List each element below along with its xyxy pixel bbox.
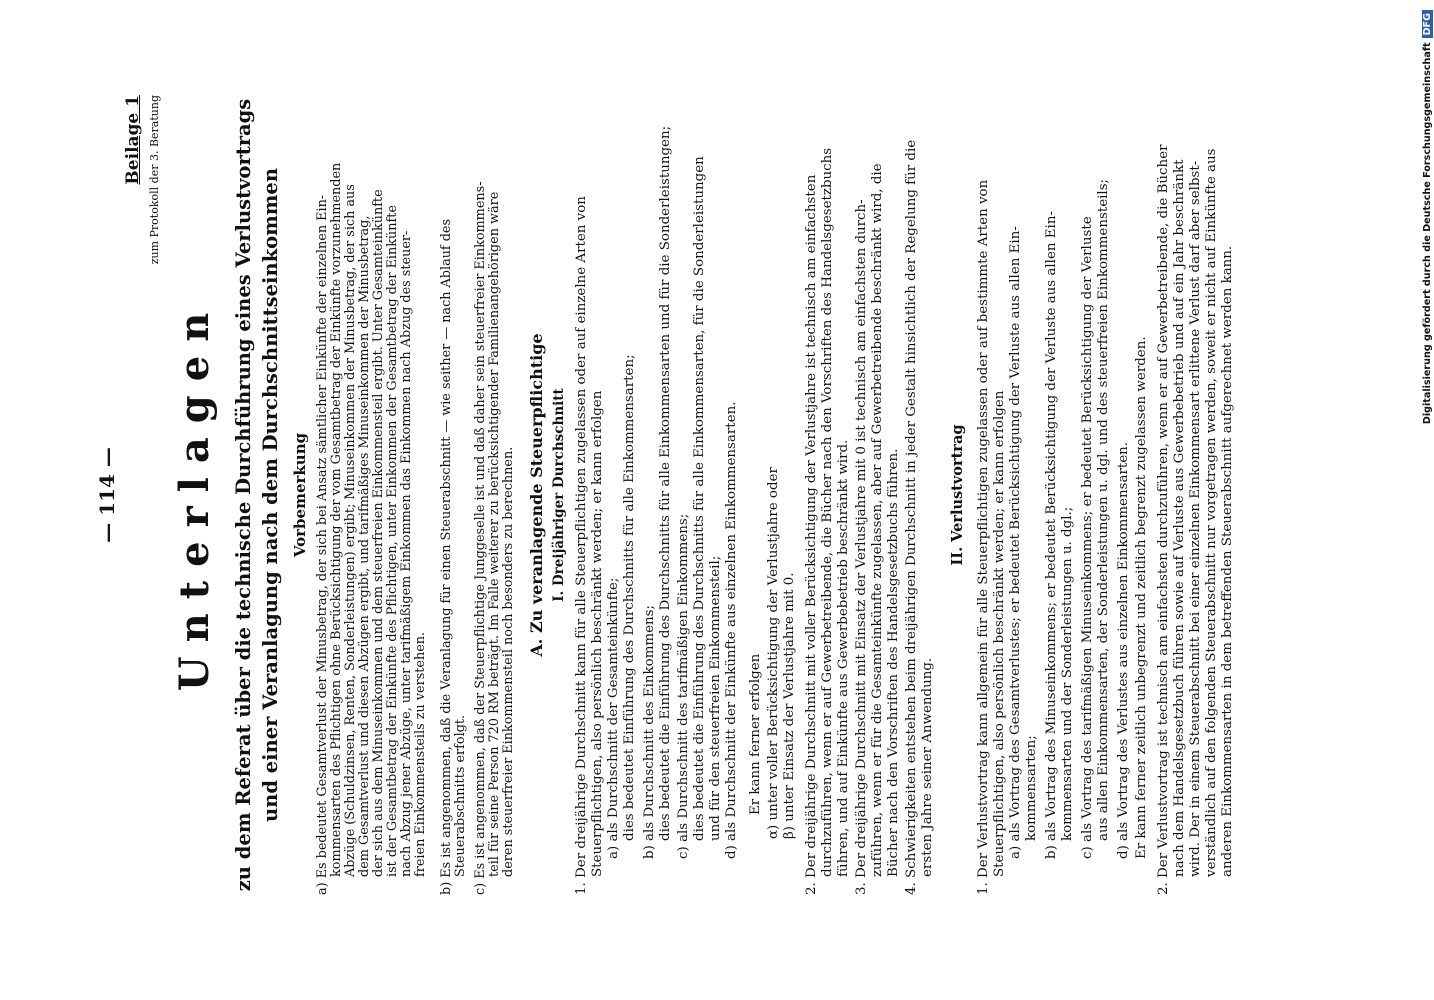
text-line: d) als Durchschnitt der Einkünfte aus einzelnen Einkommensarten.	[724, 401, 739, 859]
text-line: Steuerpflichtigen, also persönlich beschränkt werden; er kann erfolgen	[590, 390, 605, 877]
text-line: freien Einkommensteils zu verstehen.	[413, 631, 428, 877]
text-line: b) Es ist angenommen, daß die Veranlagung für einen Steuerabschnitt — wie seither — nach Ablauf des	[439, 218, 454, 895]
text-line: 4. Schwierigkeiten entstehen beim dreijährigen Durchschnitt in jeder Gestalt hinsichtlich der Regelung für die	[904, 139, 919, 895]
text-line: Abzüge (Schuldzinsen, Renten, Sonderleistungen) ergibt; Minuseinkommen der Minusbetrag, der sich aus	[343, 184, 358, 877]
text-line: c) als Durchschnitt des tarifmäßigen Einkommens;	[676, 513, 691, 859]
text-line: 2. Der dreijährige Durchschnitt mit voller Berücksichtigung der Verlustjahre ist technisch am einfachsten	[804, 174, 819, 895]
text-line: b) als Vortrag des Minuseinkommens; er bedeutet Berücksichtigung der Verluste aus allen Ein-	[1044, 211, 1059, 859]
section-a-subheading: I. Dreijähriger Durchschnitt	[551, 388, 567, 602]
text-line: Steuerpflichtigen, also persönlich beschränkt werden; er kann erfolgen	[992, 390, 1007, 877]
text-line: dem Gesamtverlust und diesen Abzügen ergibt, und tarifmäßiges Minuseinkommen der Minusbetrag,	[357, 215, 372, 877]
text-line: c) als Vortrag des tarifmäßigen Minuseinkommens; er bedeutet Berücksichtigung der Verluste	[1080, 216, 1095, 859]
text-line: teil für seine Person 720 RM beträgt. Im Falle weiterer zu berücksichtigender Familienangehörigen wäre	[487, 191, 502, 877]
text-line: nach dem Handelsgesetzbuch führen sowie auf Verluste aus Gewerbebetrieb und auf ein Jahr beschränkt	[1172, 159, 1187, 877]
text-line: 1. Der Verlustvortrag kann allgemein für alle Steuerpflichtigen zugelassen oder auf bestimmte Arten von	[976, 179, 991, 895]
text-line: dies bedeutet Einführung des Durchschnitts für alle Einkommensarten;	[622, 354, 637, 841]
text-line: deren steuerfreier Einkommensteil noch besonders zu berechnen.	[501, 446, 516, 877]
text-line: dies bedeutet die Einführung des Durchschnitts für alle Einkommensarten und für die Sonderleistungen;	[658, 125, 673, 841]
text-line: kommensarten;	[1024, 735, 1039, 841]
text-line: ist der Gesamtbetrag der Einkünfte des Pflichtigen, unter Einkommen der Gesamtbetrag der Einkünfte	[385, 205, 400, 877]
text-line: 2. Der Verlustvortrag ist technisch am einfachsten durchzuführen, wenn er auf Gewerbetreibende, die Bücher	[1156, 144, 1171, 895]
text-line: d) als Vortrag des Verlustes aus einzelnen Einkommensarten.	[1116, 441, 1131, 859]
text-line: kommensarten und der Sonderleistungen u. dgl.;	[1060, 506, 1075, 841]
text-line: und für den steuerfreien Einkommensteil;	[708, 555, 723, 841]
text-line: verständlich auf den folgenden Steuerabschnitt nur vorgetragen werden, soweit er nicht auf Einkünfte aus	[1204, 148, 1219, 877]
text-line: a) als Vortrag des Gesamtverlustes; er bedeutet Berücksichtigung der Verluste aus allen Ein-	[1008, 226, 1023, 859]
subtitle-line-1: zu dem Referat über die technische Durchführung eines Verlustvortrags	[232, 98, 255, 892]
text-line: der sich aus dem Minuseinkommen und dem steuerfreien Einkommensteil ergibt. Unter Gesamteinkünfte	[371, 189, 386, 877]
text-line: nach Abzug jener Abzüge, unter tarifmäßigem Einkommen das Einkommen nach Abzug des steuer-	[399, 230, 414, 877]
text-line: Er kann ferner erfolgen	[748, 653, 763, 815]
text-line: β) unter Einsatz der Verlustjahre mit 0.	[782, 572, 797, 839]
section-b-heading: II. Verlustvortrag	[949, 424, 966, 566]
text-line: dies bedeutet die Einführung des Durchschnitts für alle Einkommensarten, für die Sonderleistungen	[692, 156, 707, 841]
text-line: Er kann ferner zeitlich unbegrenzt und zeitlich begrenzt zugelassen werden.	[1134, 336, 1149, 859]
text-line: Steuerabschnitts erfolgt.	[453, 714, 468, 877]
digitization-note-strip	[1422, 10, 1434, 990]
text-line: zuführen, wenn er für die Gesamteinkünfte zugelassen, aber auf Gewerbetreibende beschränkt wird, die	[870, 163, 885, 877]
text-line: führen, und auf Einkünfte aus Gewerbebetrieb beschränkt wird.	[836, 439, 851, 877]
text-line: c) Es ist angenommen, daß der Steuerpflichtige Junggeselle ist und daß daher sein steuerfreier Einkommens-	[473, 181, 488, 895]
text-line: kommensarten des Pflichtigen ohne Berücksichtigung der vom Gesamtbetrag der Einkünfte vorzunehmenden	[329, 162, 344, 877]
text-line: 1. Der dreijährige Durchschnitt kann für alle Steuerpflichtigen zugelassen oder auf einzelne Arten von	[574, 196, 589, 895]
preliminary-heading: Vorbemerkung	[291, 432, 309, 558]
text-line: a) als Durchschnitt der Gesamteinkünfte;	[606, 577, 621, 859]
text-line: ersten Jahre seiner Anwendung.	[920, 657, 935, 877]
text-line: durchzuführen, wenn er auf Gewerbetreibende, die Bücher nach den Vorschriften des Handelsgesetzbuchs	[820, 147, 835, 877]
text-line: α) unter voller Berücksichtigung der Verlustjahre oder	[766, 467, 781, 839]
page-number: — 114 —	[95, 447, 119, 543]
rotated-document-page	[97, 95, 1277, 895]
text-line: 3. Der dreijährige Durchschnitt mit Einsatz der Verlustjahre mit 0 ist technisch am einfachsten durch-	[854, 199, 869, 895]
text-line: a) Es bedeutet Gesamtverlust der Minusbetrag, der sich bei Ansatz sämtlicher Einkünfte der einzelnen Ein-	[315, 194, 330, 895]
text-line: anderen Einkommensarten in dem betreffenden Steuerabschnitt aufgerechnet werden kann.	[1220, 245, 1235, 877]
subtitle-line-2: und einer Veranlagung nach dem Durchschnittseinkommen	[259, 167, 282, 823]
text-line: aus allen Einkommensarten, der Sonderleistungen u. dgl. und des steuerfreien Einkommensteils;	[1096, 178, 1111, 841]
text-line: b) als Durchschnitt des Einkommens;	[642, 604, 657, 859]
section-a-heading: A. Zu veranlagende Steuerpflichtige	[527, 333, 546, 657]
supplement-subtitle: zum Protokoll der 3. Beratung	[148, 95, 161, 265]
digitization-note	[1422, 10, 1433, 990]
text-line: wird. Der in einem Steuerabschnitt bei einer einzelnen Einkommensart erlittene Verlust darf aber selbst-	[1188, 160, 1203, 877]
supplement-label: Beilage 1	[123, 95, 143, 185]
digitization-note-text: Digitalisierung gefördert durch die Deutsche Forschungsgemeinschaft	[1422, 42, 1433, 425]
document-title: Unterlagen	[171, 298, 218, 692]
text-line: Bücher nach den Vorschriften des Handelsgesetzbuchs führen.	[886, 448, 901, 877]
dfg-logo: DFG	[1422, 10, 1433, 38]
